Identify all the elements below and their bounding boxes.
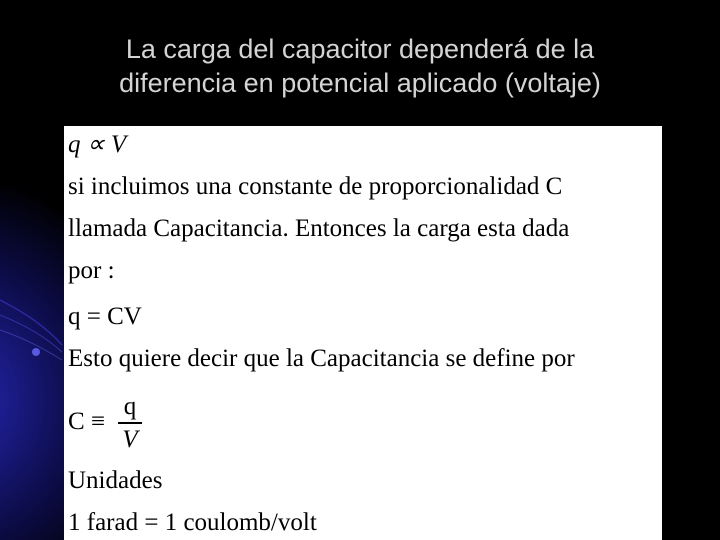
units-equation: 1 farad = 1 coulomb/volt xyxy=(68,509,317,536)
fraction-numerator: q xyxy=(123,393,137,420)
title-line-2: diferencia en potencial aplicado (voltaje) xyxy=(119,68,601,98)
slide-title xyxy=(0,32,720,100)
title-line-1: La carga del capacitor dependerá de la xyxy=(125,34,595,64)
fraction-bar xyxy=(118,422,142,424)
definition-lhs: C ≡ xyxy=(68,408,106,435)
fraction-denominator: V xyxy=(122,425,138,453)
text-line-4: Esto quiere decir que la Capacitancia se define por xyxy=(68,345,575,372)
text-line-1: si incluimos una constante de proporcionalidad C xyxy=(68,173,563,200)
definition-fraction xyxy=(118,393,142,454)
charge-equation: q = CV xyxy=(68,303,142,330)
proportional-equation: q ∝ V xyxy=(68,131,127,158)
text-line-2: llamada Capacitancia. Entonces la carga esta dada xyxy=(68,215,570,242)
content-panel xyxy=(64,126,662,540)
text-line-3: por : xyxy=(68,257,115,284)
units-heading: Unidades xyxy=(68,467,163,494)
